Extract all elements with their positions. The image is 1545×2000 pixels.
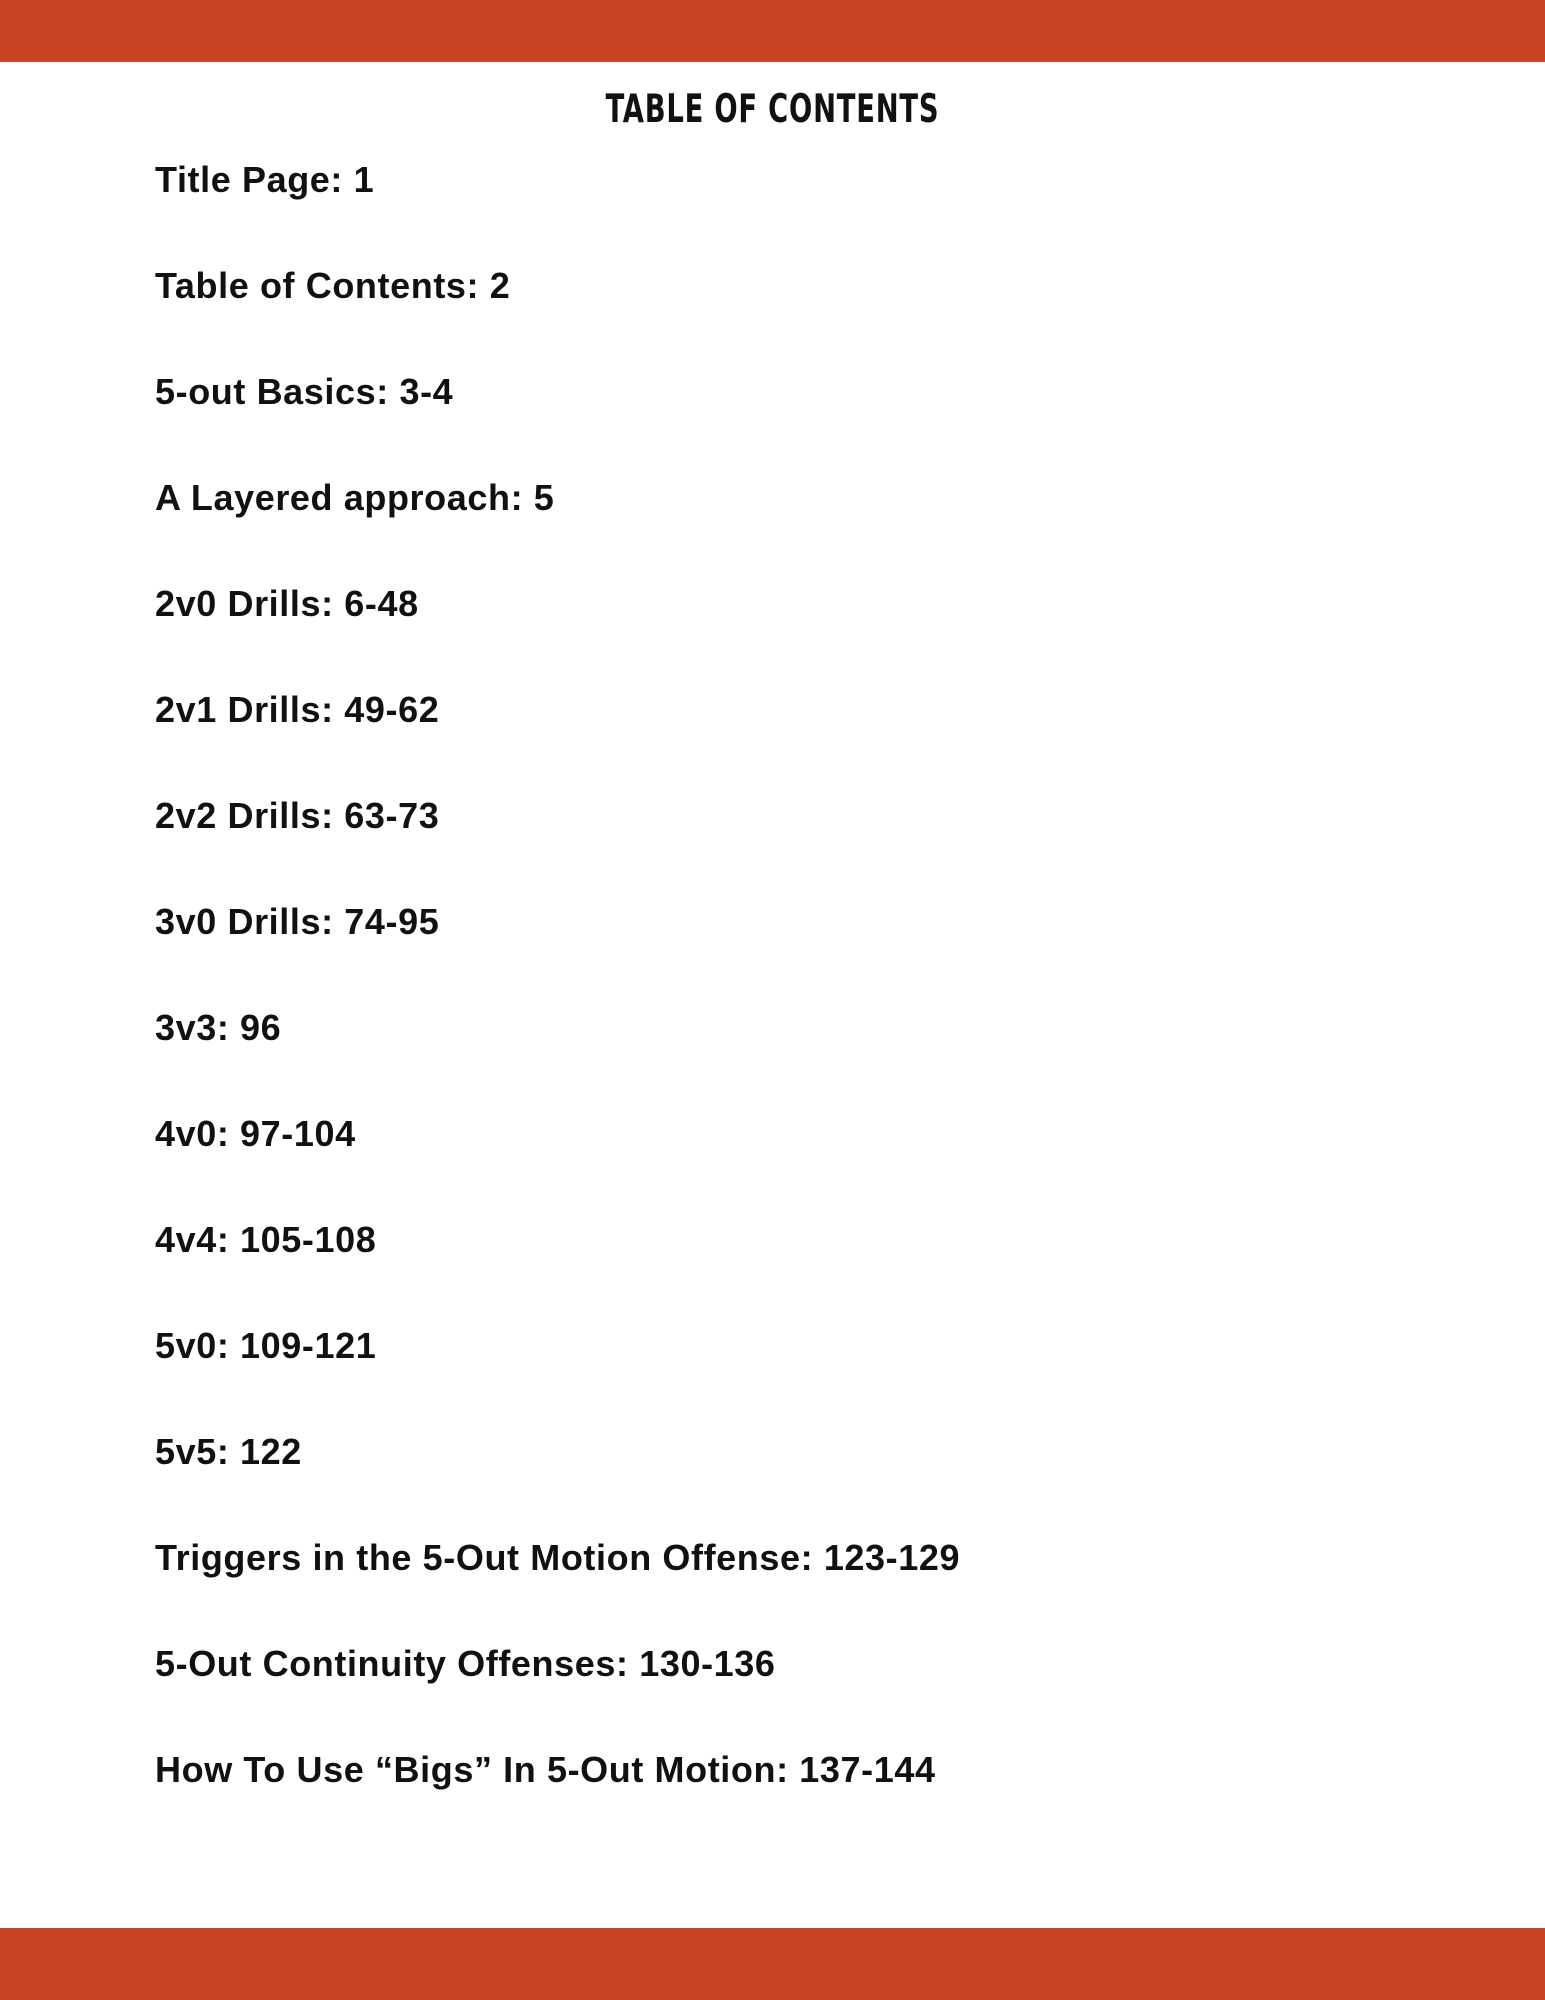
toc-entry-bigs: How To Use “Bigs” In 5-Out Motion: 137-144 xyxy=(155,1749,936,1790)
toc-entry-2v1-drills: 2v1 Drills: 49-62 xyxy=(155,689,440,730)
toc-entry-4v0: 4v0: 97-104 xyxy=(155,1113,356,1154)
toc-entry-5-out-basics: 5-out Basics: 3-4 xyxy=(155,371,454,412)
toc-entry-continuity-offenses: 5-Out Continuity Offenses: 130-136 xyxy=(155,1643,776,1684)
toc-entry-5v0: 5v0: 109-121 xyxy=(155,1325,377,1366)
page-title: TABLE OF CONTENTS xyxy=(605,87,940,132)
toc-entry-5v5: 5v5: 122 xyxy=(155,1431,302,1472)
toc-entry-table-of-contents: Table of Contents: 2 xyxy=(155,265,511,306)
top-accent-band xyxy=(0,0,1545,62)
toc-entry-triggers: Triggers in the 5-Out Motion Offense: 123-129 xyxy=(155,1537,961,1578)
toc-entry-3v0-drills: 3v0 Drills: 74-95 xyxy=(155,901,440,942)
toc-entry-4v4: 4v4: 105-108 xyxy=(155,1219,377,1260)
toc-entry-2v2-drills: 2v2 Drills: 63-73 xyxy=(155,795,440,836)
bottom-accent-band xyxy=(0,1928,1545,2000)
toc-entry-2v0-drills: 2v0 Drills: 6-48 xyxy=(155,583,419,624)
table-of-contents xyxy=(155,154,1455,1850)
toc-entry-layered-approach: A Layered approach: 5 xyxy=(155,477,555,518)
toc-entry-3v3: 3v3: 96 xyxy=(155,1007,282,1048)
toc-entry-title-page: Title Page: 1 xyxy=(155,159,375,200)
